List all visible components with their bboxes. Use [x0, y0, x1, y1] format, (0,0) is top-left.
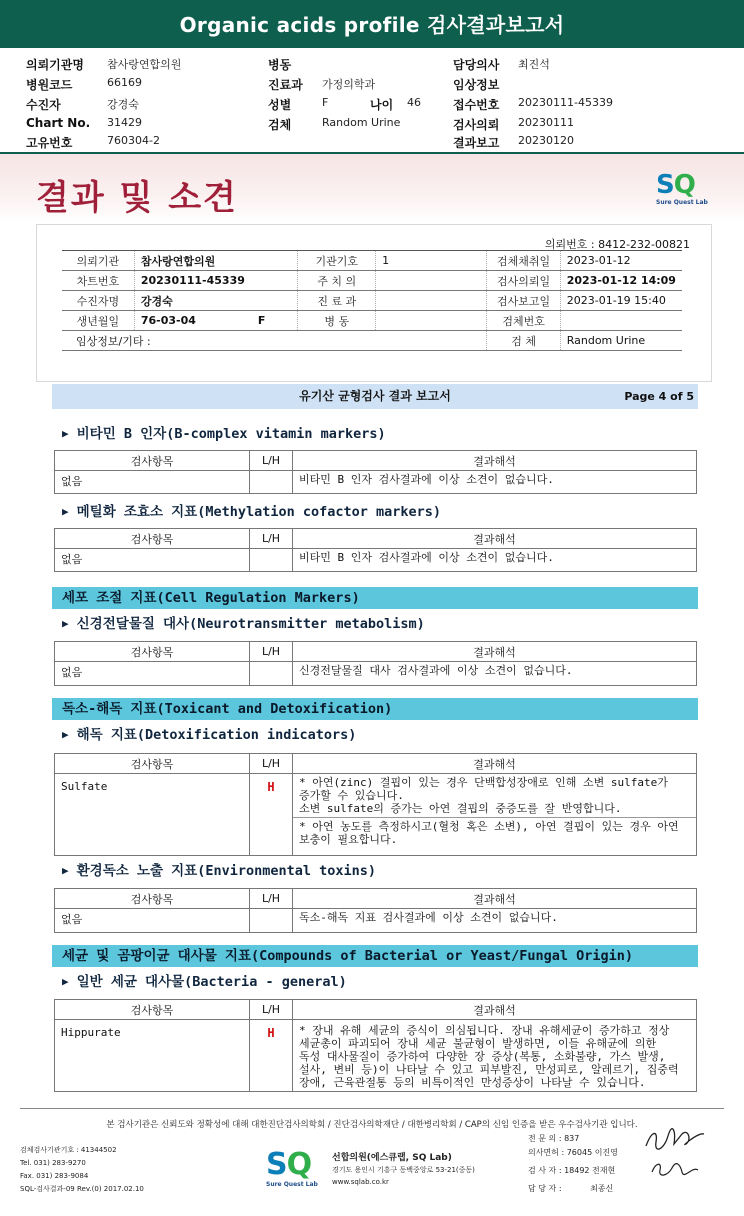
cell-value: 강경숙 [134, 291, 298, 311]
cell-label: 기관기호 [298, 251, 376, 271]
patient-label: 수진자 [26, 98, 61, 112]
manager-value: 최종신 [590, 1184, 614, 1193]
col-header-interp: 결과해석 [293, 529, 697, 549]
section-heading-text: 비타민 B 인자(B-complex vitamin markers) [76, 426, 386, 442]
sex-label: 성별 [268, 98, 292, 112]
patient-value: 강경숙 [107, 98, 139, 111]
test-request-value: 20230111 [518, 116, 574, 129]
lab-contact-info [20, 1144, 144, 1196]
triangle-icon: ▶ [62, 975, 69, 988]
lab-address: 경기도 용인시 기흥구 동백중앙로 53-21(중동) [332, 1166, 475, 1174]
license-label: 의사면허 : [528, 1148, 565, 1157]
report-banner-title: Organic acids profile 검사결과보고서 [0, 0, 744, 48]
section-heading-text: 일반 세균 대사물(Bacteria - general) [76, 974, 347, 990]
table-header-row [55, 451, 697, 471]
section-heading-text: 신경전달물질 대사(Neurotransmitter metabolism) [76, 616, 425, 632]
interp-line: 증가할 수 있습니다. [299, 789, 404, 802]
item-cell: Sulfate [55, 774, 250, 856]
chart-no-label: Chart No. [26, 116, 91, 130]
cell-label: 검체채취일 [487, 251, 560, 271]
cell-value: 2023-01-12 14:09 [560, 271, 682, 291]
receipt-no-value: 20230111-45339 [518, 96, 613, 109]
specialist-label: 전 문 의 : [528, 1134, 562, 1143]
col-header-lh: L/H [250, 642, 293, 662]
tester-label: 검 사 자 : [528, 1166, 562, 1175]
table-row [55, 549, 697, 572]
item-cell: 없음 [55, 549, 250, 572]
doctor-value: 최진석 [518, 58, 550, 71]
page-indicator: Page 4 of 5 [624, 390, 694, 403]
lab-tel: Tel. 031) 283-9270 [20, 1159, 86, 1167]
lab-website: www.sqlab.co.kr [332, 1178, 389, 1186]
section-heading [62, 422, 386, 442]
interp-cell: 독소-해독 지표 검사결과에 이상 소견이 없습니다. [293, 909, 697, 933]
triangle-icon: ▶ [62, 617, 69, 630]
cell-label: 검사의뢰일 [487, 271, 560, 291]
age-value: 46 [407, 96, 421, 109]
cell-label: 검사보고일 [487, 291, 560, 311]
cell-label: 병 동 [298, 311, 376, 331]
interp-cell: 비타민 B 인자 검사결과에 이상 소견이 없습니다. [293, 471, 697, 494]
cell-label: 의뢰기관 [62, 251, 134, 271]
col-header-item: 검사항목 [55, 451, 250, 471]
table-row [62, 311, 682, 331]
tester-value: 18492 전재현 [564, 1166, 616, 1175]
result-table [54, 888, 697, 933]
col-header-interp: 결과해석 [293, 889, 697, 909]
col-header-lh: L/H [250, 529, 293, 549]
table-row [55, 909, 697, 933]
cell-label: 진 료 과 [298, 291, 376, 311]
cell-value: 20230111-45339 [134, 271, 298, 291]
section-heading-text: 환경독소 노출 지표(Environmental toxins) [76, 863, 377, 879]
table-header-row [55, 1000, 697, 1020]
interp-cell: 비타민 B 인자 검사결과에 이상 소견이 없습니다. [293, 549, 697, 572]
item-cell: 없음 [55, 471, 250, 494]
cell-value: 참사랑연합의원 [134, 251, 298, 271]
logo-q: Q [286, 1147, 312, 1182]
interp-line: 보충이 필요합니다. [299, 833, 398, 846]
col-header-item: 검사항목 [55, 889, 250, 909]
test-request-label: 검사의뢰 [453, 118, 500, 132]
ward-label: 병동 [268, 58, 292, 72]
col-header-lh: L/H [250, 754, 293, 774]
report-title-bar [52, 384, 698, 409]
table-header-row [55, 889, 697, 909]
category-heading: 세균 및 곰팡이균 대사물 지표(Compounds of Bacterial or Yeast/Fungal Origin) [52, 945, 698, 967]
item-cell: 없음 [55, 909, 250, 933]
result-table [54, 999, 697, 1092]
table-row [55, 471, 697, 494]
cell-label: 검체번호 [487, 311, 560, 331]
hospital-code-value: 66169 [107, 76, 142, 89]
cell-value [134, 311, 298, 331]
lh-cell [250, 662, 293, 686]
table-row [55, 662, 697, 686]
lh-cell [250, 471, 293, 494]
col-header-item: 검사항목 [55, 642, 250, 662]
receipt-no-label: 접수번호 [453, 98, 500, 112]
col-header-interp: 결과해석 [293, 754, 697, 774]
interp-cell [293, 1020, 697, 1092]
lab-code: 검체검사기관기호 : 41344502 [20, 1146, 117, 1154]
interp-line: * 장내 유해 세균의 증식이 의심됩니다. 장내 유해세균이 증가하고 정상 [299, 1024, 670, 1037]
result-table [54, 641, 697, 686]
table-row [55, 774, 697, 856]
lh-cell [250, 549, 293, 572]
interp-line: 독성 대사물질이 증가하여 다양한 장 증상(복통, 소화불량, 가스 발생, [299, 1050, 666, 1063]
triangle-icon: ▶ [62, 505, 69, 518]
specimen-label: 검체 [268, 118, 292, 132]
interp-line: * 아연 농도를 측정하시고(혈청 혹은 소변), 아연 결핍이 있는 경우 아연 [299, 820, 679, 833]
interp-cell [293, 774, 697, 856]
table-header-row [55, 529, 697, 549]
report-title: 유기산 균형검사 결과 보고서 [299, 389, 451, 403]
table-header-row [55, 754, 697, 774]
section-heading [62, 612, 425, 632]
lab-address-block [332, 1152, 475, 1188]
category-heading: 세포 조절 지표(Cell Regulation Markers) [52, 587, 698, 609]
cell-label: 주 치 의 [298, 271, 376, 291]
interp-cell: 신경전달물질 대사 검사결과에 이상 소견이 없습니다. [293, 662, 697, 686]
clinical-info-label: 임상정보 [453, 78, 500, 92]
col-header-interp: 결과해석 [293, 451, 697, 471]
signatories [528, 1132, 618, 1196]
cell-value: Random Urine [560, 331, 682, 351]
doctor-label: 담당의사 [453, 58, 500, 72]
lh-cell [250, 909, 293, 933]
lab-name: 선합의원(에스큐랩, SQ Lab) [332, 1153, 452, 1163]
sex-code: F [257, 314, 266, 327]
cell-value [376, 311, 487, 331]
section-heading [62, 970, 347, 990]
age-label: 나이 [370, 98, 394, 112]
table-header-row [55, 642, 697, 662]
col-header-item: 검사항목 [55, 529, 250, 549]
section-heading [62, 859, 376, 879]
cell-label: 차트번호 [62, 271, 134, 291]
interp-line: * 아연(zinc) 결핍이 있는 경우 단백합성장애로 인해 소변 sulfate가 [299, 776, 668, 789]
triangle-icon: ▶ [62, 728, 69, 741]
col-header-lh: L/H [250, 1000, 293, 1020]
result-table [54, 450, 697, 494]
cell-value: 2023-01-19 15:40 [560, 291, 682, 311]
results-title: 결과 및 소견 [36, 178, 238, 218]
cell-label: 수진자명 [62, 291, 134, 311]
col-header-lh: L/H [250, 889, 293, 909]
result-report-label: 결과보고 [453, 136, 500, 150]
signature-2 [648, 1158, 704, 1180]
interp-line: 설사, 변비 등)이 나타날 수 있고 피부발진, 만성피로, 알레르기, 집중력 [299, 1063, 679, 1076]
logo-q: Q [673, 170, 695, 200]
hospital-label: 의뢰기관명 [26, 58, 84, 72]
patient-info-table [62, 250, 682, 351]
logo-subtitle: Sure Quest Lab [266, 1181, 318, 1188]
item-cell: 없음 [55, 662, 250, 686]
lh-flag-high: H [250, 774, 293, 856]
specialist-value: 837 [564, 1134, 580, 1143]
table-row [62, 251, 682, 271]
table-row [62, 271, 682, 291]
request-number-label: 의뢰번호 [544, 238, 588, 251]
certification-note: 본 검사기관은 신뢰도와 정확성에 대해 대한진단검사의학회 / 진단검사의학재단 / 대한병리학회 / CAP의 신임 인증을 받은 우수검사기관 입니다. [106, 1120, 638, 1130]
col-header-lh: L/H [250, 451, 293, 471]
hospital-code-label: 병원코드 [26, 78, 73, 92]
col-header-item: 검사항목 [55, 1000, 250, 1020]
sq-lab-logo [656, 172, 712, 212]
footer-divider [20, 1108, 724, 1109]
col-header-item: 검사항목 [55, 754, 250, 774]
cell-value [376, 291, 487, 311]
result-table [54, 753, 697, 856]
interp-note [293, 817, 696, 846]
cell-value: 1 [376, 251, 487, 271]
cell-value [376, 271, 487, 291]
cell-label: 검 체 [487, 331, 560, 351]
result-report-value: 20230120 [518, 134, 574, 147]
unique-id-label: 고유번호 [26, 136, 73, 150]
signature-1 [642, 1126, 710, 1154]
report-header-info [0, 52, 744, 152]
item-cell: Hippurate [55, 1020, 250, 1092]
request-number-value: : 8412-232-00821 [590, 238, 690, 251]
category-heading: 독소-해독 지표(Toxicant and Detoxification) [52, 698, 698, 720]
department-label: 진료과 [268, 78, 303, 92]
section-heading-text: 메틸화 조효소 지표(Methylation cofactor markers) [76, 504, 442, 520]
birth-date: 76-03-04 [140, 314, 196, 327]
specimen-value: Random Urine [322, 116, 401, 129]
section-heading [62, 723, 356, 743]
sex-value: F [322, 96, 329, 109]
clinical-info-other: 임상정보/기타 : [62, 331, 487, 351]
triangle-icon: ▶ [62, 427, 69, 440]
cell-value [560, 311, 682, 331]
section-heading [62, 500, 441, 520]
triangle-icon: ▶ [62, 864, 69, 877]
chart-no-value: 31429 [107, 116, 142, 129]
form-revision: SQL-검사결과-09 Rev.(0) 2017.02.10 [20, 1185, 144, 1193]
table-row [55, 1020, 697, 1092]
logo-subtitle: Sure Quest Lab [656, 199, 708, 206]
interp-note [299, 776, 690, 815]
table-row [62, 291, 682, 311]
interp-line: 세균총이 파괴되어 장내 세균 불균형이 발생하면, 이들 유해균에 의한 [299, 1037, 657, 1050]
lab-fax: Fax. 031) 283-9084 [20, 1172, 89, 1180]
interp-line: 소변 sulfate의 증가는 아연 결핍의 중증도를 잘 반영합니다. [299, 802, 622, 815]
section-heading-text: 해독 지표(Detoxification indicators) [76, 727, 357, 743]
interp-line: 장애, 근육관절통 등의 비특이적인 만성증상이 나타날 수 있습니다. [299, 1076, 646, 1089]
cell-value: 2023-01-12 [560, 251, 682, 271]
col-header-interp: 결과해석 [293, 642, 697, 662]
sq-lab-footer-logo [266, 1147, 322, 1192]
col-header-interp: 결과해석 [293, 1000, 697, 1020]
license-value: 76045 이진영 [566, 1148, 618, 1157]
manager-label: 담 당 자 : [528, 1184, 562, 1193]
result-table [54, 528, 697, 572]
logo-s: S [656, 170, 674, 200]
cell-label: 생년월일 [62, 311, 134, 331]
unique-id-value: 760304-2 [107, 134, 160, 147]
hospital-value: 참사랑연합의원 [107, 58, 182, 71]
logo-s: S [266, 1147, 287, 1182]
table-row [62, 331, 682, 351]
lh-flag-high: H [250, 1020, 293, 1092]
department-value: 가정의학과 [322, 78, 376, 91]
